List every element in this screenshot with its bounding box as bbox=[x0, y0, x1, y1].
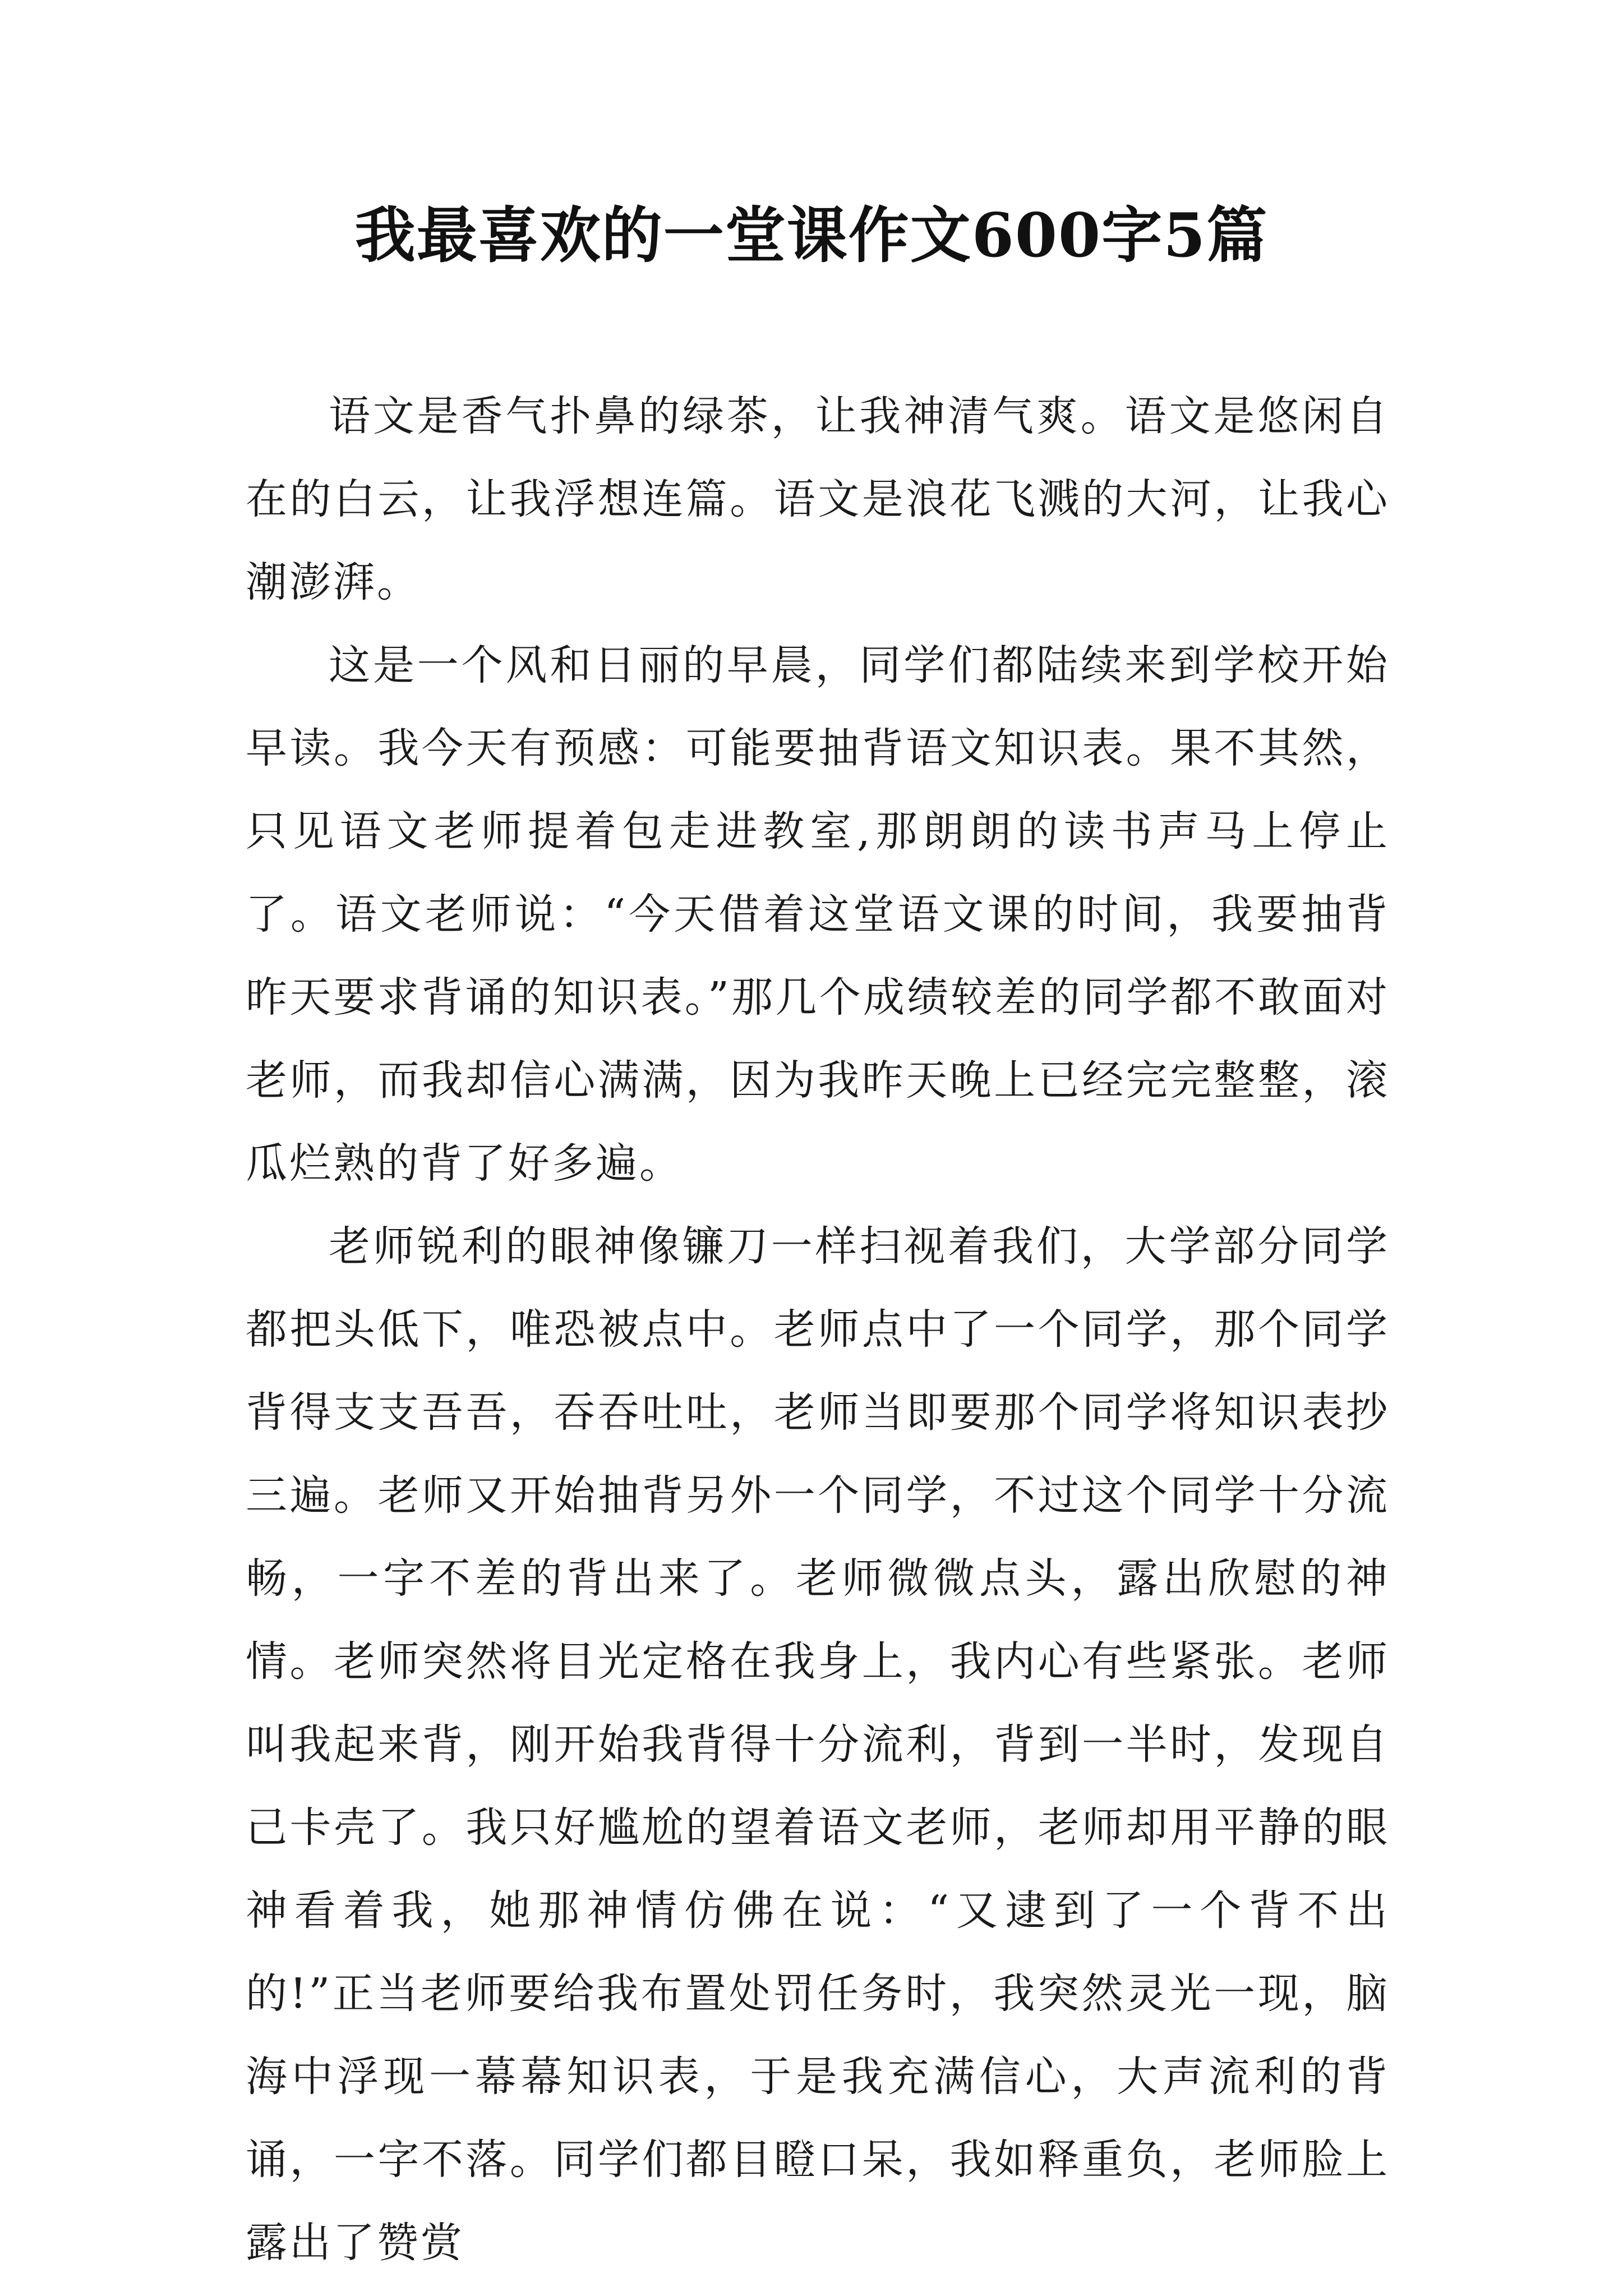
paragraph-1: 语文是香气扑鼻的绿茶，让我神清气爽。语文是悠闲自在的白云，让我浮想连篇。语文是浪花飞溅的大河，让我心潮澎湃。 bbox=[246, 392, 1390, 606]
paragraph-2: 这是一个风和日丽的早晨，同学们都陆续来到学校开始早读。我今天有预感：可能要抽背语文知识表。果不其然，只见语文老师提着包走进教室,那朗朗的读书声马上停止了。语文老师说：“今天借着这堂语文课的时间，我要抽背昨天要求背诵的知识表。”那几个成绩较差的同学都不敢面对老师，而我却信心满满，因为我昨天晚上已经完完整整，滚瓜烂熟的背了好多遍。 bbox=[246, 641, 1390, 1188]
paragraph-3: 老师锐利的眼神像镰刀一样扫视着我们，大学部分同学都把头低下，唯恐被点中。老师点中了一个同学，那个同学背得支支吾吾，吞吞吐吐，老师当即要那个同学将知识表抄三遍。老师又开始抽背另外一个同学，不过这个同学十分流畅，一字不差的背出来了。老师微微点头，露出欣慰的神情。老师突然将目光定格在我身上，我内心有些紧张。老师叫我起来背，刚开始我背得十分流利，背到一半时，发现自己卡壳了。我只好尴尬的望着语文老师，老师却用平静的眼神看着我，她那神情仿佛在说：“又逮到了一个背不出的!”正当老师要给我布置处罚任务时，我突然灵光一现，脑海中浮现一幕幕知识表，于是我充满信心，大声流利的背诵，一字不落。同学们都目瞪口呆，我如释重负，老师脸上露出了赞赏 bbox=[246, 1222, 1390, 2267]
document-title: 我最喜欢的一堂课作文600字5篇 bbox=[354, 200, 1269, 271]
document-body bbox=[246, 375, 1390, 2284]
